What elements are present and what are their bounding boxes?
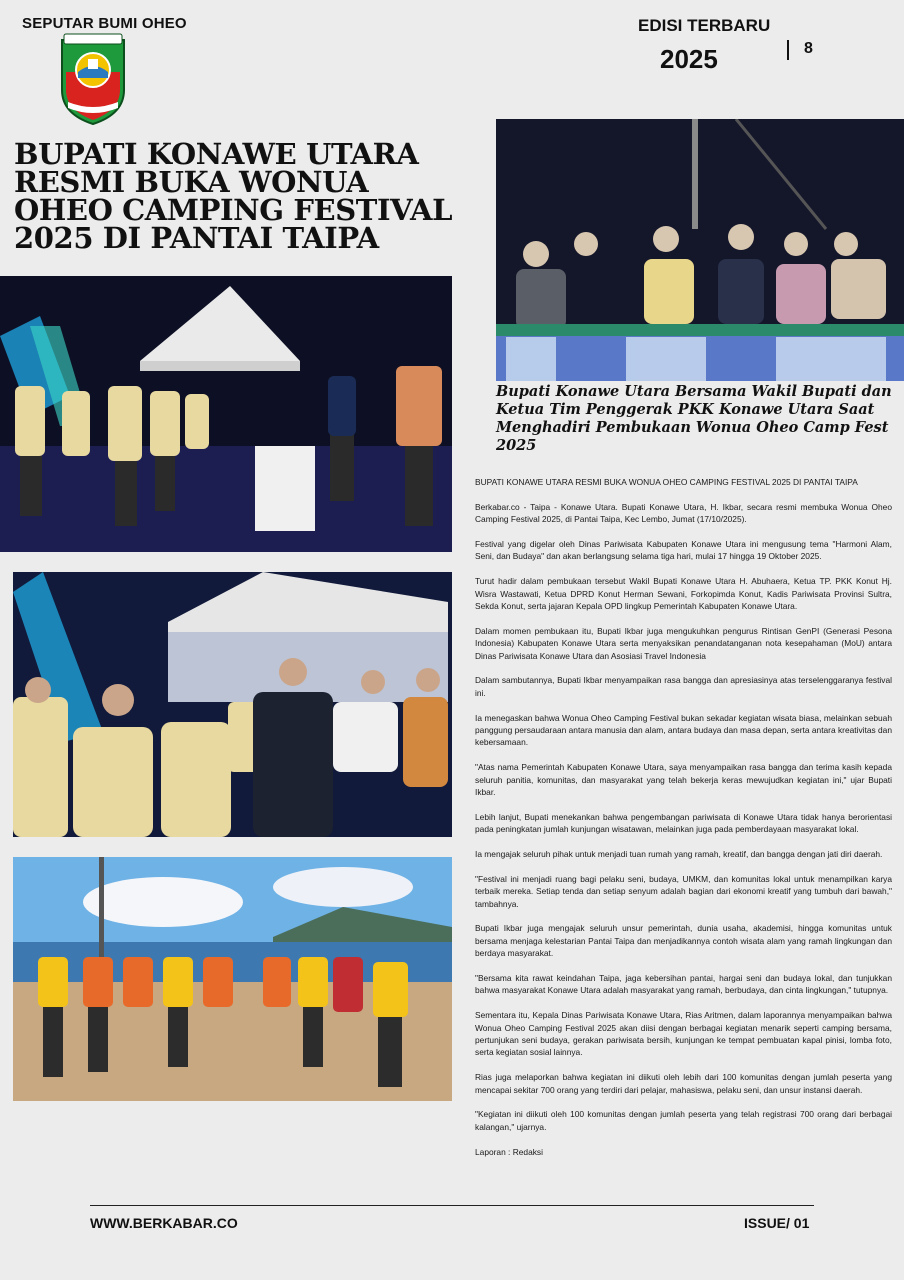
article-title: BUPATI KONAWE UTARA RESMI BUKA WONUA OHEO CAMPING FESTIVAL 2025 DI PANTAI TAIPA	[475, 477, 858, 487]
article-paragraph: Dalam momen pembukaan itu, Bupati Ikbar juga mengukuhkan pengurus Rintisan GenPI (Generasi Pesona Indonesia) Kabupaten Konawe Utara serta menyaksikan penandatanganan nota kesepahaman (MoU) antara Dinas Pariwisata Konawe Utara dan Asosiasi Travel Indonesia	[475, 625, 892, 661]
article-paragraph: Lebih lanjut, Bupati menekankan bahwa pengembangan pariwisata di Konawe Utara tidak hanya berorientasi pada peningkatan jumlah kunjungan wisatawan, melainkan juga pada pemberdayaan masyarakat lokal.	[475, 811, 892, 835]
photo-stage-ceremony	[0, 276, 452, 552]
article-paragraph: Bupati Ikbar juga mengajak seluruh unsur pemerintah, dunia usaha, akademisi, hingga komunitas untuk bersama menjaga kelestarian Pantai Taipa dan menjadikannya contoh wisata alam yang ramah lingkungan dan berdaya masyarakat.	[475, 923, 892, 959]
footer-issue-number: ISSUE/ 01	[744, 1215, 810, 1231]
header-divider	[787, 40, 789, 60]
article-paragraph: Festival yang digelar oleh Dinas Pariwisata Kabupaten Konawe Utara ini mengusung tema "Harmoni Alam, Seni, dan Budaya" dan akan berlangsung selama tiga hari, mulai 17 hingga 19 Oktober 2025.	[475, 539, 892, 562]
section-kicker: SEPUTAR BUMI OHEO	[22, 15, 187, 32]
footer-divider	[90, 1205, 814, 1206]
article-paragraph: Sementara itu, Kepala Dinas Pariwisata Konawe Utara, Rias Aritmen, dalam laporannya menyampaikan bahwa Wonua Oheo Camping Festival 2025 akan diisi dengan berbagai kegiatan menarik seperti camping bersama, pertunjukan seni budaya, gerakan pariwisata bersih, kunjungan ke tempat pembuatan kapal pinisi, lomba foto, serta kegiatan sosial lainnya.	[475, 1010, 892, 1058]
photo-caption: Bupati Konawe Utara Bersama Wakil Bupati dan Ketua Tim Penggerak PKK Konawe Utara Saat Menghadiri Pembukaan Wonua Oheo Camp Fest 2025	[496, 383, 892, 454]
article-paragraph: Dalam sambutannya, Bupati Ikbar menyampaikan rasa bangga dan apresiasinya atas terselenggaranya festival ini.	[475, 675, 892, 698]
article-paragraph: "Atas nama Pemerintah Kabupaten Konawe Utara, saya menyampaikan rasa bangga dan terima kasih kepada seluruh panitia, komunitas, dan masyarakat yang telah bekerja keras mewujudkan kegiatan ini," ujar Bupati Ikbar.	[475, 762, 892, 798]
headline: BUPATI KONAWE UTARA RESMI BUKA WONUA OHEO CAMPING FESTIVAL 2025 DI PANTAI TAIPA	[14, 137, 453, 255]
photo-officials-audience	[496, 119, 904, 381]
article-paragraph: Berkabar.co - Taipa - Konawe Utara. Bupati Konawe Utara, H. Ikbar, secara resmi membuka Wonua Oheo Camping Festival 2025, di Pantai Taipa, Kec Lembo, Jumat (17/10/2025).	[475, 501, 892, 525]
edition-label: EDISI TERBARU	[638, 16, 771, 35]
article-paragraph: Rias juga melaporkan bahwa kegiatan ini diikuti oleh lebih dari 100 komunitas dengan jumlah peserta yang mencapai sekitar 700 orang yang terdiri dari pelajar, mahasiswa, pelaku seni, dan unsur instansi daerah.	[475, 1072, 892, 1095]
page-number: 8	[804, 40, 813, 57]
regency-logo	[56, 32, 130, 126]
article-paragraph: "Festival ini menjadi ruang bagi pelaku seni, budaya, UMKM, dan komunitas lokal untuk menampilkan karya terbaik mereka. Setiap tenda dan setiap senyum adalah bagian dari ekonomi kreatif yang tumbuh dari bawah," tambahnya.	[475, 873, 892, 909]
photo-genpi-inauguration	[13, 572, 452, 837]
article-paragraph: "Kegiatan ini diikuti oleh 100 komunitas dengan jumlah peserta yang telah registrasi 700 orang dari berbagai kalangan," ujarnya.	[475, 1109, 892, 1132]
article-body	[475, 476, 892, 1170]
footer-website-link[interactable]: WWW.BERKABAR.CO	[90, 1215, 238, 1231]
edition-year: 2025	[660, 44, 718, 74]
article-paragraph: Turut hadir dalam pembukaan tersebut Wakil Bupati Konawe Utara H. Abuhaera, Ketua TP. PKK Konut Hj. Wisra Wastawati, Ketua DPRD Konut Herman Sewani, Forkopimda Konut, Kadis Pariwisata Provinsi Sultra, Sekda Konut, serta jajaran Kepala OPD lingkup Pemerintah Kabupaten Konawe Utara.	[475, 576, 892, 612]
article-paragraph: "Bersama kita rawat keindahan Taipa, jaga kebersihan pantai, hargai seni dan budaya lokal, dan tunjukkan bahwa masyarakat Konawe Utara adalah masyarakat yang ramah, berbudaya, dan cinta lingkungan," tutupnya.	[475, 973, 892, 996]
photo-outdoor-group	[13, 857, 452, 1101]
article-paragraph: Ia menegaskan bahwa Wonua Oheo Camping Festival bukan sekadar kegiatan wisata biasa, melainkan sebuah panggung persaudaraan antara manusia dan alam, antara budaya dan masa depan, serta antara kreativitas dan kebersamaan.	[475, 712, 892, 748]
article-byline: Laporan : Redaksi	[475, 1146, 543, 1157]
article-paragraph: Ia mengajak seluruh pihak untuk menjadi tuan rumah yang ramah, kreatif, dan bangga dengan jati diri daerah.	[475, 849, 883, 860]
